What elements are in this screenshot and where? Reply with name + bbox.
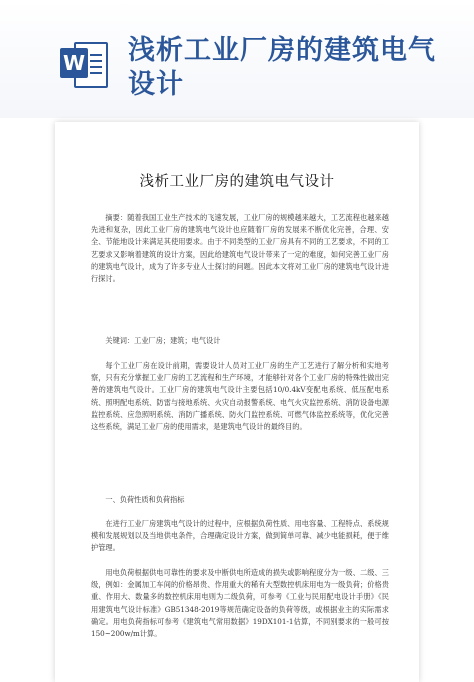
banner-title: 浅析工业厂房的建筑电气设计 <box>128 35 436 100</box>
section-heading: 一、负荷性质和负荷指标 <box>105 495 185 504</box>
abstract-paragraph: 摘要：随着我国工业生产技术的飞速发展，工业厂房的规模越来越大，工艺流程也越来越先进和复杂，因此工业厂房的建筑电气设计也应随着厂房的发展来不断优化完善，合理、安全、节能地设计来满足其使用要求。由于不同类型的工业厂房具有不同的工艺要求，不同的工艺要求又影响着建筑的设计方案，因此给建筑电气设计带来了一定的难度，如何完善工业厂房的建筑电气设计，成为了许多专业人士探讨的问题。因此本文将对工业厂房的建筑电气设计进行探讨。 <box>91 213 389 284</box>
body-paragraph: 在进行工业厂房建筑电气设计的过程中，应根据负荷性质、用电容量、工程特点、系统规模和发展规划以及当地供电条件，合理确定设计方案，做到简单可靠、减少电能损耗，便于维护管理。 <box>91 519 389 553</box>
top-banner <box>0 0 474 118</box>
keywords-line: 关键词：工业厂房；建筑；电气设计 <box>105 336 221 345</box>
word-badge: W <box>60 48 88 78</box>
intro-paragraph: 每个工业厂房在设计前期，需要设计人员对工业厂房的生产工艺进行了解分析和实地考察，只有充分掌握工业厂房的工艺流程和生产环境，才能够针对各个工业厂房的特殊性做出完善的建筑电气设计。工业厂房的建筑电气设计主要包括10/0.4kV变配电系统、低压配电系统、照明配电系统、防雷与接地系统、火灾自动报警系统、电气火灾监控系统、消防设备电源监控系统、应急照明系统、消防广播系统、防火门监控系统、可燃气体监控系统等，优化完善这些系统，满足工业厂房的使用需求，是建筑电气设计的最终目的。 <box>91 361 389 432</box>
document-page <box>55 122 419 682</box>
body-paragraph: 用电负荷根据供电可靠性的要求及中断供电所造成的损失或影响程度分为一级、二级、三级，例如：金属加工车间的价格昂贵、作用重大的稀有大型数控机床用电为一级负荷；价格贵重、作用大、数量多的数控机床用电则为二级负荷，可参考《工业与民用配电设计手册》《民用建筑电气设计标准》GB51348-2019等规范确定设备的负荷等级，或根据业主的实际需求确定。用电负荷指标可参考《建筑电气常用数据》19DX101-1估算，不同别要求的一般可按150~200w/m计算。 <box>91 568 389 639</box>
document-title: 浅析工业厂房的建筑电气设计 <box>139 174 335 190</box>
word-logo-icon <box>60 40 106 86</box>
